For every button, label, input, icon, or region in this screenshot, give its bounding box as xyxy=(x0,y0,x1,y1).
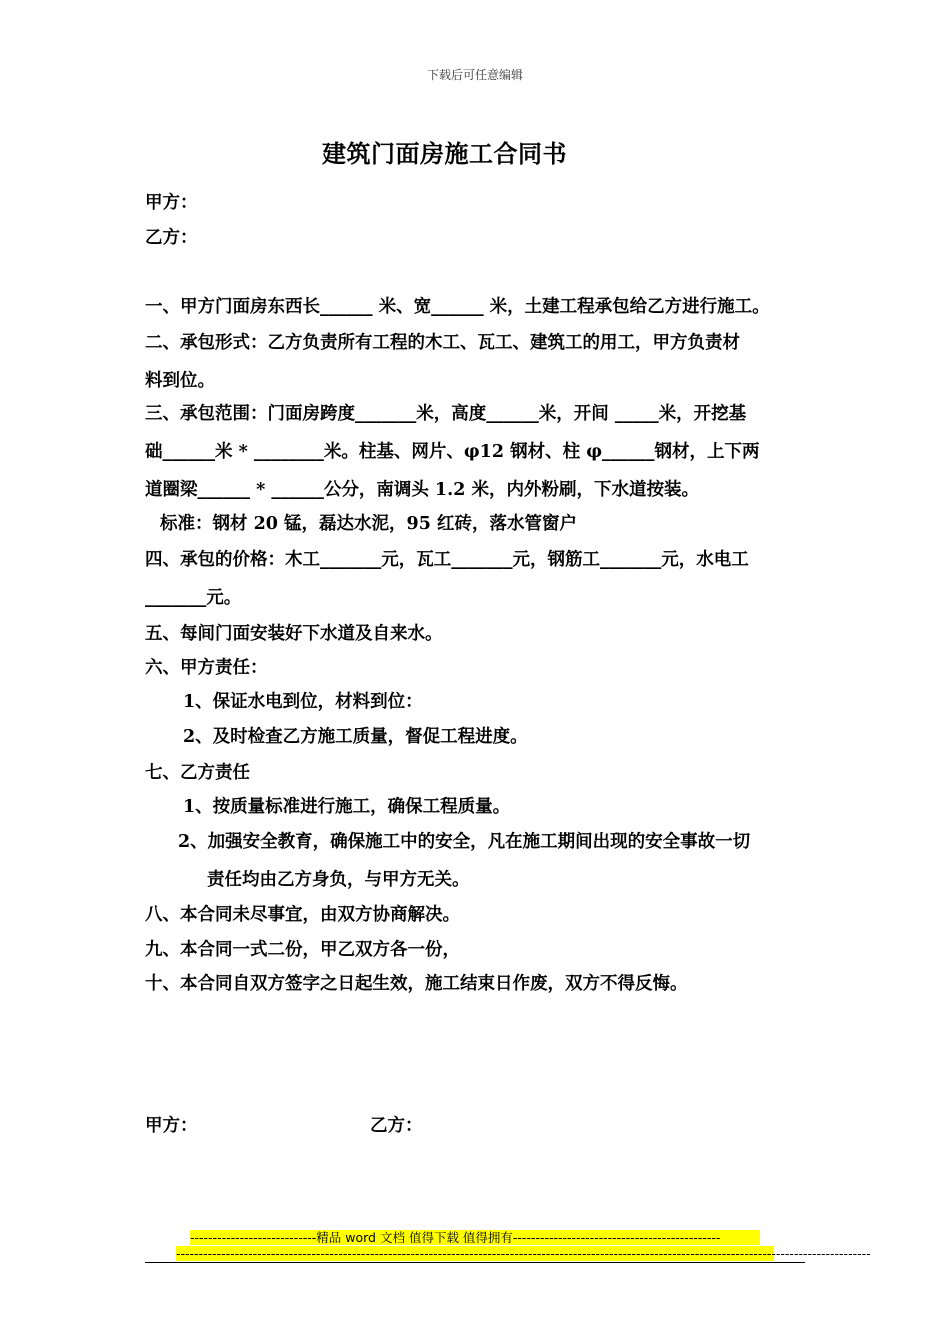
clause-9: 九、本合同一式二份，甲乙双方各一份， xyxy=(145,940,460,960)
signature-party-a: 甲方： xyxy=(145,1116,198,1136)
clause-3-cont-1: 础______米 * ________米。柱基、网片、φ12 钢材、柱 φ______钢材，上下两 xyxy=(145,442,760,462)
footer-watermark-line-2: ---------------------------------------------------------------------------------------------------------------------------------------------------------- xyxy=(176,1246,871,1261)
clause-6-item-1: 1、保证水电到位，材料到位： xyxy=(183,692,423,712)
clause-2: 二、承包形式：乙方负责所有工程的木工、瓦工、建筑工的用工，甲方负责材 xyxy=(145,333,740,353)
party-b-label: 乙方： xyxy=(145,228,198,248)
clause-7: 七、乙方责任 xyxy=(145,763,250,783)
clause-10: 十、本合同自双方签字之日起生效，施工结束日作废，双方不得反悔。 xyxy=(145,974,688,994)
clause-1: 一、甲方门面房东西长______ 米、宽______ 米，土建工程承包给乙方进行施工。 xyxy=(145,297,770,317)
clause-8: 八、本合同未尽事宜，由双方协商解决。 xyxy=(145,905,460,925)
clause-6-item-2: 2、及时检查乙方施工质量，督促工程进度。 xyxy=(183,727,528,747)
clause-5: 五、每间门面安装好下水道及自来水。 xyxy=(145,624,443,644)
footer-watermark-line-1: ----------------------------精品 word 文档 值得下载 值得拥有---------------------------------------------- xyxy=(190,1230,760,1245)
clause-4-cont: _______元。 xyxy=(145,588,242,608)
clause-6: 六、甲方责任： xyxy=(145,658,268,678)
party-a-label: 甲方： xyxy=(145,193,198,213)
clause-7-item-2-cont: 责任均由乙方身负，与甲方无关。 xyxy=(207,870,470,890)
signature-party-b: 乙方： xyxy=(370,1116,423,1136)
clause-7-item-1: 1、按质量标准进行施工，确保工程质量。 xyxy=(183,797,511,817)
clause-7-item-2: 2、加强安全教育，确保施工中的安全，凡在施工期间出现的安全事故一切 xyxy=(178,832,751,852)
document-title: 建筑门面房施工合同书 xyxy=(322,139,567,168)
footer-rule xyxy=(145,1262,805,1263)
clause-4: 四、承包的价格：木工_______元，瓦工_______元，钢筋工_______元，水电工 xyxy=(145,550,749,570)
clause-3-cont-2: 道圈梁______ * ______公分，南调头 1.2 米，内外粉刷，下水道按装。 xyxy=(145,480,699,500)
clause-2-cont: 料到位。 xyxy=(145,371,215,391)
standard-line: 标准：钢材 20 锰，磊达水泥，95 红砖，落水管窗户 xyxy=(160,514,577,534)
header-note: 下载后可任意编辑 xyxy=(426,68,523,82)
clause-3: 三、承包范围：门面房跨度_______米，高度______米，开间 _____米，开挖基 xyxy=(145,404,747,424)
